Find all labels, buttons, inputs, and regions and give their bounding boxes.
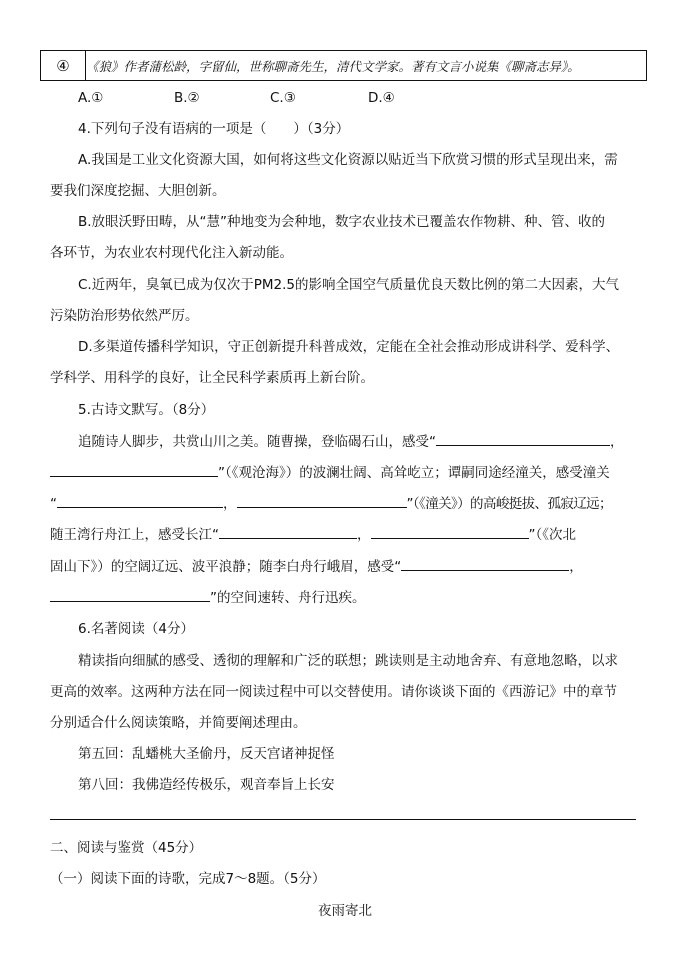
q4-b-line2: 各环节，为农业农村现代化注入新动能。 bbox=[50, 245, 293, 261]
answer-blank[interactable] bbox=[219, 524, 357, 539]
answer-blank[interactable] bbox=[436, 431, 610, 446]
q6-para-line3: 分别适合什么阅读策略，并简要阐述理由。 bbox=[50, 715, 307, 731]
q4-c-line2: 污染防治形势依然严厉。 bbox=[50, 308, 199, 324]
q5-line3 bbox=[50, 493, 612, 514]
q5-line2 bbox=[50, 462, 610, 483]
q4-d-line1: D.多渠道传播科学知识，守正创新提升科普成效，定能在全社会推动形成讲科学、爱科学、 bbox=[78, 339, 620, 355]
section2-subsection: （一）阅读下面的诗歌，完成7～8题。（5分） bbox=[50, 871, 326, 887]
q5-line4-end: ”（《次北 bbox=[528, 527, 576, 543]
q5-line1-comma: ， bbox=[610, 434, 624, 450]
q5-line4-comma: ， bbox=[357, 527, 371, 543]
q4-c-line1: C.近两年，臭氧已成为仅次于PM2.5的影响全国空气质量优良天数比例的第二大因素，大气 bbox=[78, 277, 619, 293]
q4-a-line2: 要我们深度挖掘、大胆创新。 bbox=[50, 183, 226, 199]
q5-line6-text: ”的空间速转、舟行迅疾。 bbox=[210, 590, 366, 606]
q5-line3-quote: “ bbox=[50, 496, 57, 512]
q5-line4-text: 随王湾行舟江上，感受长江“ bbox=[50, 527, 219, 543]
q5-stem: 5.古诗文默写。（8分） bbox=[78, 402, 215, 418]
q4-d-line2: 学科学、用科学的良好，让全民科学素质再上新台阶。 bbox=[50, 370, 374, 386]
answer-blank[interactable] bbox=[237, 493, 407, 508]
answer-blank[interactable] bbox=[57, 493, 223, 508]
option-d: D.④ bbox=[368, 90, 395, 106]
answer-line[interactable] bbox=[50, 819, 636, 820]
row-number: ④ bbox=[41, 51, 86, 81]
q5-line1 bbox=[78, 431, 624, 452]
q6-stem: 6.名著阅读（4分） bbox=[78, 621, 194, 637]
q5-line5-text: 固山下》）的空阔辽远、波平浪静；随李白舟行峨眉，感受“ bbox=[50, 559, 402, 575]
q6-chapter-8: 第八回：我佛造经传极乐，观音奉旨上长安 bbox=[78, 777, 335, 793]
q5-line2-text: ”（《观沧海》）的波澜壮阔、高耸屹立；谭嗣同途经潼关，感受潼关 bbox=[218, 465, 610, 481]
answer-blank[interactable] bbox=[50, 462, 218, 477]
answer-blank[interactable] bbox=[401, 556, 569, 571]
answer-blank[interactable] bbox=[371, 524, 529, 539]
q6-para-line1: 精读指向细腻的感受、透彻的理解和广泛的联想；跳读则是主动地舍弃、有意地忽略，以求 bbox=[78, 653, 618, 669]
q5-line3-text: ”（《潼关》）的高峻挺拔、孤寂辽远； bbox=[406, 496, 612, 512]
q5-line3-comma: ， bbox=[223, 496, 237, 512]
option-b: B.② bbox=[174, 90, 200, 106]
q4-b-line1: B.放眼沃野田畴，从“慧”种地变为会种地，数字农业技术已覆盖农作物耕、种、管、收的 bbox=[78, 214, 606, 230]
option-a: A.① bbox=[78, 90, 104, 106]
q5-line5 bbox=[50, 556, 583, 577]
answer-blank[interactable] bbox=[50, 587, 210, 602]
q5-line4 bbox=[50, 524, 576, 545]
q5-line5-comma: ， bbox=[569, 559, 583, 575]
section2-title: 二、阅读与鉴赏（45分） bbox=[50, 840, 203, 856]
q4-a-line1: A.我国是工业文化资源大国，如何将这些文化资源以贴近当下欣赏习惯的形式呈现出来，需 bbox=[78, 152, 618, 168]
q4-stem: 4.下列句子没有语病的一项是（ ）（3分） bbox=[78, 121, 350, 137]
q6-para-line2: 更高的效率。这两种方法在同一阅读过程中可以交替使用。请你谈谈下面的《西游记》中的章节 bbox=[50, 684, 617, 700]
row-text: 《狼》作者蒲松龄，字留仙，世称聊斋先生，清代文学家。著有文言小说集《聊斋志异》。 bbox=[86, 51, 647, 81]
q6-chapter-5: 第五回：乱蟠桃大圣偷丹，反天宫诸神捉怪 bbox=[78, 746, 335, 762]
poem-title: 夜雨寄北 bbox=[318, 903, 372, 919]
option-c: C.③ bbox=[270, 90, 296, 106]
q5-line6 bbox=[50, 587, 366, 608]
option-table-row bbox=[40, 50, 647, 81]
q5-line1-text: 追随诗人脚步，共赏山川之美。随曹操，登临碣石山，感受“ bbox=[78, 434, 436, 450]
